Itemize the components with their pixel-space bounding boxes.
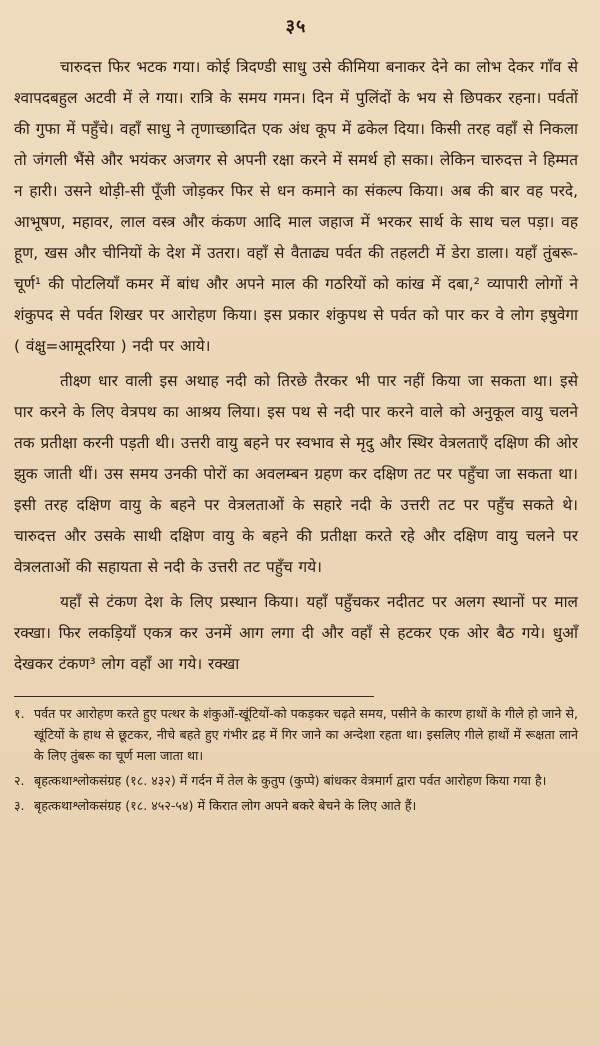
body-text <box>14 52 578 680</box>
footnote-text: बृहत्कथाश्लोकसंग्रह (१८. ४३२) में गर्दन में तेल के कुतुप (कुप्पे) बांधकर वेत्रमार्ग द्वारा पर्वत आरोहण किया गया है। <box>34 773 547 788</box>
footnote <box>14 770 578 791</box>
paragraph: तीक्ष्ण धार वाली इस अथाह नदी को तिरछे तैरकर भी पार नहीं किया जा सकता था। इसे पार करने के लिए वेत्रपथ का आश्रय लिया। इस पथ से नदी पार करने वाले को अनुकूल वायु चलने तक प्रतीक्षा करनी पड़ती थी। उत्तरी वायु बहने पर स्वभाव से मृदु और स्थिर वेत्रलताएँ दक्षिण की ओर झुक जाती थीं। उस समय उनकी पोरों का अवलम्बन ग्रहण कर दक्षिण तट पर पहुँचा जा सकता था। इसी तरह दक्षिण वायु के बहने पर वेत्रलताओं के सहारे नदी के उत्तरी तट पर पहुँच सकते थे। चारुदत्त और उसके साथी दक्षिण वायु के बहने की प्रतीक्षा करते रहे और दक्षिण वायु चलने पर वेत्रलताओं की सहायता से नदी के उत्तरी तट पहुँच गये। <box>14 372 578 576</box>
footnote <box>14 795 578 816</box>
footnote-number: २. <box>14 773 25 788</box>
footnote-number: ३. <box>14 798 25 813</box>
page-number: ३५ <box>285 16 307 37</box>
footnote <box>14 703 578 766</box>
footnote-divider <box>14 696 374 697</box>
footnote-number: १. <box>14 706 25 721</box>
paragraph: चारुदत्त फिर भटक गया। कोई त्रिदण्डी साधु उसे कीमिया बनाकर देने का लोभ देकर गाँव से श्वापदबहुल अटवी में ले गया। रात्रि के समय गमन। दिन में पुलिंदों के भय से छिपकर रहना। पर्वतों की गुफा में पहुँचे। वहाँ साधु ने तृणाच्छादित एक अंध कूप में ढकेल दिया। किसी तरह वहाँ से निकला तो जंगली भैंसे और भयंकर अजगर से अपनी रक्षा करने में समर्थ हो सका। लेकिन चारुदत्त ने हिम्मत न हारी। उसने थोड़ी-सी पूँजी जोड़कर फिर से धन कमाने का संकल्प किया। अब की बार वह परदे, आभूषण, महावर, लाल वस्त्र और कंकण आदि माल जहाज में भरकर सार्थ के साथ चल पड़ा। वह हूण, खस और चीनियों के देश में उतरा। वहाँ से वैताढ्य पर्वत की तहलटी में डेरा डाला। यहाँ तुंबरू-चूर्ण¹ की पोटलियाँ कमर में बांध और अपने माल की गठरियों को कांख में दबा,² व्यापारी लोगों ने शंकुपद से पर्वत शिखर पर आरोहण किया। इस प्रकार शंकुपथ से पर्वत को पार कर वे लोग इषुवेगा ( वंक्षु=आमूदरिया ) नदी पर आये। <box>14 58 578 355</box>
footnotes <box>14 703 578 816</box>
footnote-text: बृहत्कथाश्लोकसंग्रह (१८. ४५२-५४) में किरात लोग अपने बकरे बेचने के लिए आते हैं। <box>34 798 417 813</box>
paragraph: यहाँ से टंकण देश के लिए प्रस्थान किया। यहाँ पहुँचकर नदीतट पर अलग स्थानों पर माल रक्खा। फिर लकड़ियाँ एकत्र कर उनमें आग लगा दी और वहाँ से हटकर एक ओर बैठ गये। धुआँ देखकर टंकण³ लोग वहाँ आ गये। रक्खा <box>14 593 578 673</box>
footnote-text: पर्वत पर आरोहण करते हुए पत्थर के शंकुओं-खूंटियों-को पकड़कर चढ़ते समय, पसीने के कारण हाथों के गीले हो जाने से, खूंटियों के हाथ से छूटकर, नीचे बहते हुए गंभीर द्रह में गिर जाने का अन्देशा रहता था। इसलिए गीले हाथों में रूक्षता लाने के लिए तुंबरू का चूर्ण मला जाता था। <box>34 706 578 763</box>
